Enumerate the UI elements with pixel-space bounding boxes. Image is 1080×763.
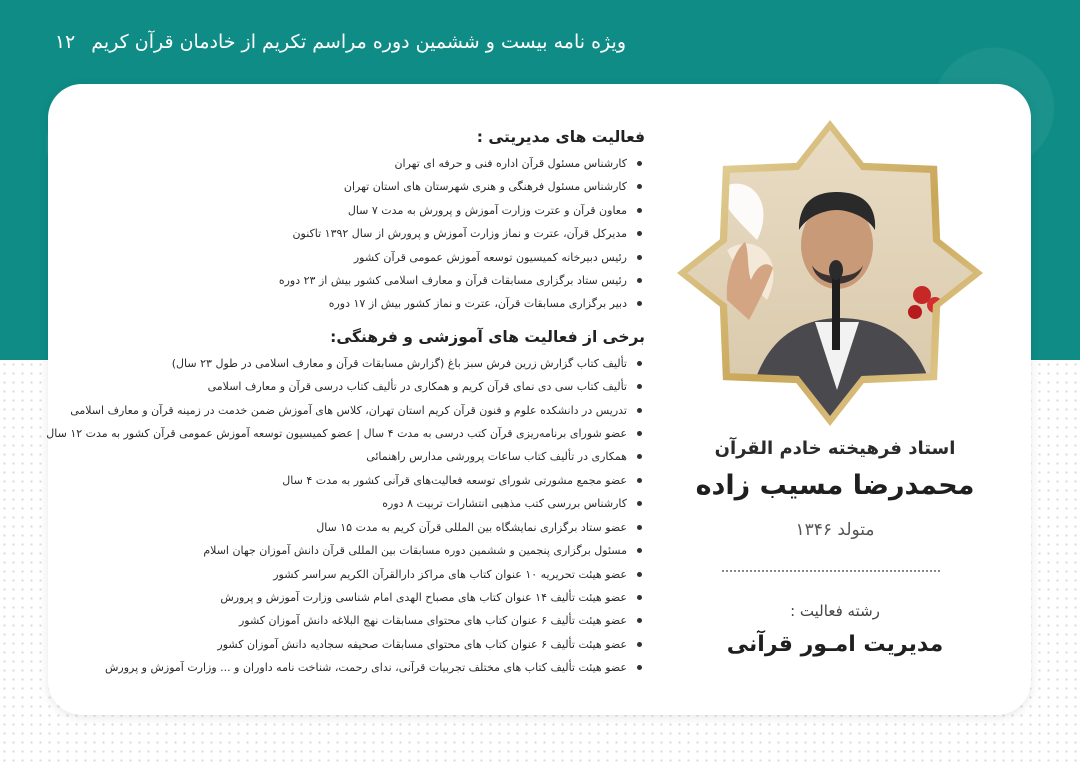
- list-item: عضو هیئت تألیف ۶ عنوان کتاب های محتوای مسابقات نهج البلاغه دانش آموزان کشور: [70, 609, 645, 632]
- list-item: عضو هیئت تألیف کتاب های مختلف تجربیات قرآنی، ندای رحمت، شناخت نامه داوران و ... وزارت آموزش و پرورش: [70, 656, 645, 679]
- list-item: همکاری در تألیف کتاب ساعات پرورشی مدارس راهنمائی: [70, 445, 645, 468]
- profile-birth-year: متولد ۱۳۴۶: [795, 520, 875, 540]
- education-heading: برخی از فعالیت های آموزشی و فرهنگی:: [330, 327, 645, 346]
- field-value: مدیریت امـور قرآنی: [726, 632, 944, 657]
- list-item: تألیف کتاب گزارش زرین فرش سبز باغ (گزارش مسابقات قرآن و معارف اسلامی در طول ۲۳ سال): [70, 352, 645, 375]
- list-item: دبیر برگزاری مسابقات قرآن، عترت و نماز کشور بیش از ۱۷ دوره: [70, 292, 645, 315]
- list-item: تألیف کتاب سی دی نمای قرآن کریم و همکاری در تألیف کتاب درسی قرآن و معارف اسلامی: [70, 375, 645, 398]
- list-item: عضو شورای برنامه‌ریزی قرآن کتب درسی به مدت ۴ سال | عضو کمیسیون توسعه آموزش عمومی قرآن کشور به مدت ۱۲ سال: [70, 422, 645, 445]
- list-item: کارشناس بررسی کتب مذهبی انتشارات تربیت ۸ دوره: [70, 492, 645, 515]
- header-title: ویژه نامه بیست و ششمین دوره مراسم تکریم از خادمان قرآن کریم: [91, 31, 626, 53]
- management-list: [70, 152, 645, 316]
- management-heading: فعالیت های مدیریتی :: [476, 128, 645, 146]
- list-item: مسئول برگزاری پنجمین و ششمین دوره مسابقات بین المللی قرآن دانش آموزان جهان اسلام: [70, 539, 645, 562]
- education-list: [46, 352, 645, 680]
- list-item: مدیرکل قرآن، عترت و نماز وزارت آموزش و پرورش از سال ۱۳۹۲ تاکنون: [70, 222, 645, 245]
- activities-lists: [46, 128, 645, 680]
- list-item: معاون قرآن و عترت وزارت آموزش و پرورش به مدت ۷ سال: [70, 199, 645, 222]
- list-item: عضو هیئت تحریریه ۱۰ عنوان کتاب های مراکز دارالقرآن الکریم سراسر کشور: [70, 563, 645, 586]
- list-item: عضو مجمع مشورتی شورای توسعه فعالیت‌های قرآنی کشور به مدت ۴ سال: [70, 469, 645, 492]
- list-item: عضو ستاد برگزاری نمایشگاه بین المللی قرآن کریم به مدت ۱۵ سال: [70, 516, 645, 539]
- field-label: رشته فعالیت :: [790, 602, 880, 620]
- list-item: عضو هیئت تألیف ۶ عنوان کتاب های محتوای مسابقات صحیفه سجادیه دانش آموزان کشور: [70, 633, 645, 656]
- page-number: ۱۲: [54, 31, 76, 53]
- list-item: عضو هیئت تألیف ۱۴ عنوان کتاب های مصباح الهدی امام شناسی وزارت آموزش و پرورش: [70, 586, 645, 609]
- list-item: رئیس ستاد برگزاری مسابقات قرآن و معارف اسلامی کشور بیش از ۲۳ دوره: [70, 269, 645, 292]
- list-item: رئیس دبیرخانه کمیسیون توسعه آموزش عمومی قرآن کشور: [70, 246, 645, 269]
- list-item: تدریس در دانشکده علوم و فنون قرآن کریم استان تهران، کلاس های آموزش ضمن خدمت در زمینه قرآن و معارف اسلامی: [70, 399, 645, 422]
- profile-title: استاد فرهیخته خادم القرآن: [714, 438, 956, 459]
- list-item: کارشناس مسئول فرهنگی و هنری شهرستان های استان تهران: [70, 175, 645, 198]
- dotted-divider: [722, 570, 940, 572]
- list-item: کارشناس مسئول قرآن اداره فنی و حرفه ای تهران: [70, 152, 645, 175]
- profile-name: محمدرضا مسیب زاده: [695, 470, 975, 501]
- page-header: [55, 24, 626, 60]
